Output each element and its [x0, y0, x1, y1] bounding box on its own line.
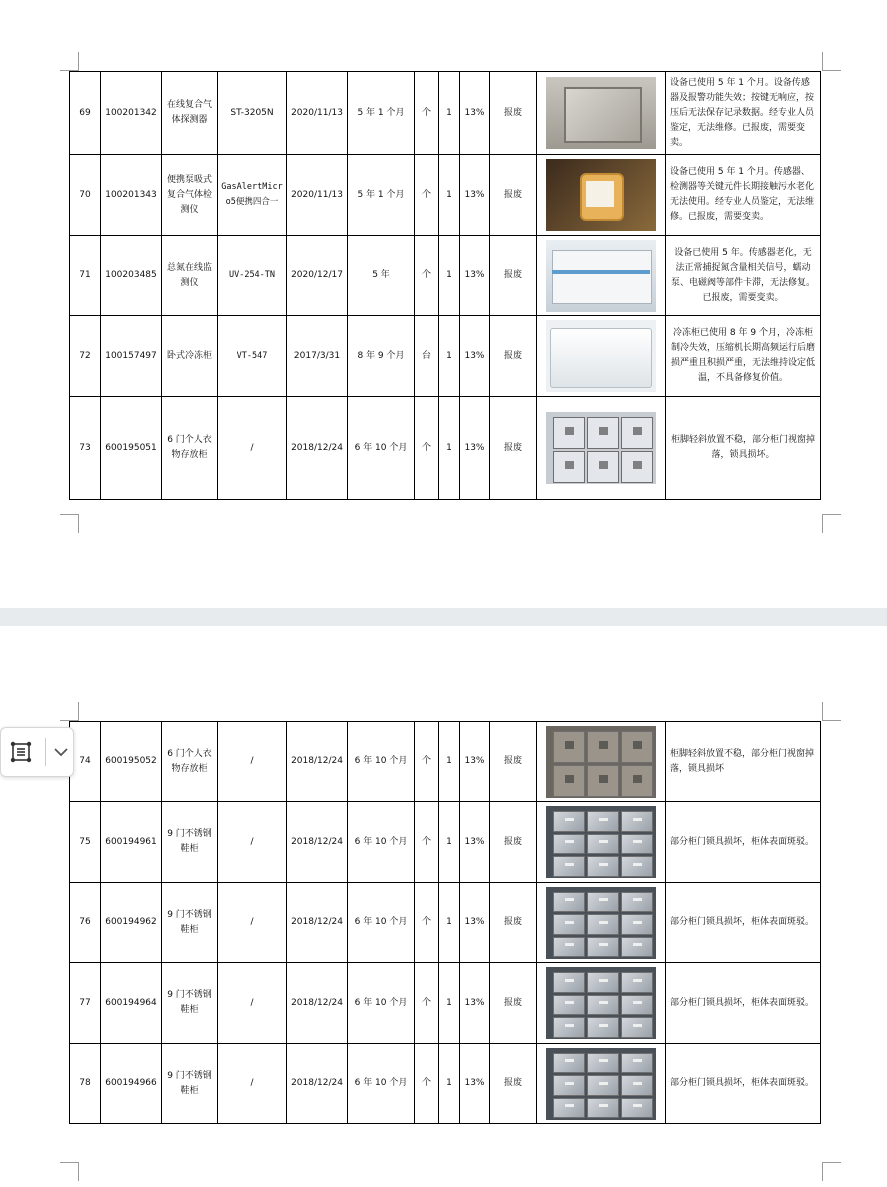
- quantity: 1: [439, 236, 460, 316]
- unit: 个: [415, 155, 439, 236]
- purchase-date: 2018/12/24: [287, 963, 348, 1044]
- page-corner-mark: [822, 1162, 841, 1181]
- years-used: 8 年 9 个月: [348, 316, 415, 397]
- disposal-reason: 柜脚轻斜放置不稳，部分柜门视窗掉落，锁具损坏。: [666, 397, 821, 500]
- tax-rate: 13%: [460, 1044, 490, 1124]
- row-number: 74: [70, 722, 101, 802]
- years-used: 6 年 10 个月: [348, 963, 415, 1044]
- status: 报废: [490, 316, 537, 397]
- asset-name: 卧式冷冻柜: [162, 316, 218, 397]
- locker-6-door-photo: [546, 412, 656, 484]
- purchase-date: 2017/3/31: [287, 316, 348, 397]
- tax-rate: 13%: [460, 722, 490, 802]
- table-row: [70, 802, 821, 883]
- asset-code: 100203485: [101, 236, 162, 316]
- asset-code: 600194964: [101, 963, 162, 1044]
- steel-shoe-cabinet-photo: [546, 967, 656, 1039]
- asset-code: 100201342: [101, 72, 162, 155]
- row-number: 76: [70, 883, 101, 963]
- chest-freezer-photo: [546, 320, 656, 392]
- years-used: 5 年 1 个月: [348, 72, 415, 155]
- status: 报废: [490, 397, 537, 500]
- table-row: [70, 883, 821, 963]
- model: /: [218, 397, 287, 500]
- quantity: 1: [439, 397, 460, 500]
- quantity: 1: [439, 963, 460, 1044]
- years-used: 6 年 10 个月: [348, 1044, 415, 1124]
- table-row: [70, 316, 821, 397]
- asset-name: 在线复合气体探测器: [162, 72, 218, 155]
- tax-rate: 13%: [460, 72, 490, 155]
- years-used: 5 年 1 个月: [348, 155, 415, 236]
- purchase-date: 2020/11/13: [287, 72, 348, 155]
- asset-code: 600194961: [101, 802, 162, 883]
- purchase-date: 2020/12/17: [287, 236, 348, 316]
- status: 报废: [490, 155, 537, 236]
- unit: 个: [415, 963, 439, 1044]
- model: UV-254-TN: [218, 236, 287, 316]
- asset-name: 9 门不锈钢鞋柜: [162, 802, 218, 883]
- asset-code: 100157497: [101, 316, 162, 397]
- page-corner-mark: [60, 1162, 79, 1181]
- steel-shoe-cabinet-photo: [546, 887, 656, 959]
- status: 报废: [490, 963, 537, 1044]
- disposal-reason: 设备已使用 5 年 1 个月。设备传感器及报警功能失效；按键无响应，按压后无法保存记录数据。经专业人员鉴定，无法维修。已报废，需要变卖。: [666, 72, 821, 155]
- model: /: [218, 802, 287, 883]
- table-row: [70, 236, 821, 316]
- unit: 个: [415, 883, 439, 963]
- asset-disposal-table-page-1: [69, 71, 821, 500]
- model: GasAlertMicro5便携四合一: [218, 155, 287, 236]
- model: /: [218, 883, 287, 963]
- quantity: 1: [439, 72, 460, 155]
- purchase-date: 2018/12/24: [287, 1044, 348, 1124]
- row-number: 70: [70, 155, 101, 236]
- status: 报废: [490, 236, 537, 316]
- tax-rate: 13%: [460, 316, 490, 397]
- asset-name: 总氮在线监测仪: [162, 236, 218, 316]
- quantity: 1: [439, 802, 460, 883]
- years-used: 6 年 10 个月: [348, 397, 415, 500]
- purchase-date: 2018/12/24: [287, 397, 348, 500]
- row-number: 69: [70, 72, 101, 155]
- status: 报废: [490, 1044, 537, 1124]
- tax-rate: 13%: [460, 236, 490, 316]
- document-page-2: [0, 626, 887, 1187]
- asset-disposal-table-page-2: [69, 721, 821, 1124]
- disposal-reason: 部分柜门锁具损坏，柜体表面斑驳。: [666, 963, 821, 1044]
- tax-rate: 13%: [460, 963, 490, 1044]
- asset-code: 600194966: [101, 1044, 162, 1124]
- years-used: 6 年 10 个月: [348, 883, 415, 963]
- table-row: [70, 722, 821, 802]
- purchase-date: 2018/12/24: [287, 722, 348, 802]
- status: 报废: [490, 883, 537, 963]
- tax-rate: 13%: [460, 155, 490, 236]
- handheld-gas-detector-photo: [546, 159, 656, 231]
- asset-code: 600195052: [101, 722, 162, 802]
- tax-rate: 13%: [460, 883, 490, 963]
- unit: 台: [415, 316, 439, 397]
- tax-rate: 13%: [460, 397, 490, 500]
- unit: 个: [415, 397, 439, 500]
- years-used: 6 年 10 个月: [348, 722, 415, 802]
- asset-name: 6 门个人衣物存放柜: [162, 722, 218, 802]
- purchase-date: 2020/11/13: [287, 155, 348, 236]
- model: /: [218, 963, 287, 1044]
- quantity: 1: [439, 155, 460, 236]
- unit: 个: [415, 802, 439, 883]
- model: /: [218, 722, 287, 802]
- unit: 个: [415, 72, 439, 155]
- toolbar-divider: [45, 738, 46, 766]
- row-number: 72: [70, 316, 101, 397]
- disposal-reason: 设备已使用 5 年。传感器老化，无法正常捕捉氮含量相关信号，蠕动泵、电磁阀等部件卡滞，无法修复。已报废，需要变卖。: [666, 236, 821, 316]
- floating-toolbar[interactable]: [0, 727, 74, 777]
- purchase-date: 2018/12/24: [287, 802, 348, 883]
- chevron-down-icon[interactable]: [51, 740, 71, 764]
- disposal-reason: 部分柜门锁具损坏，柜体表面斑驳。: [666, 883, 821, 963]
- purchase-date: 2018/12/24: [287, 883, 348, 963]
- page-corner-mark: [822, 702, 841, 721]
- steel-shoe-cabinet-photo: [546, 1048, 656, 1120]
- unit: 个: [415, 236, 439, 316]
- disposal-reason: 设备已使用 5 年 1 个月。传感器、检测器等关键元件长期接触污水老化无法使用。经专业人员鉴定，无法维修。已报废，需要变卖。: [666, 155, 821, 236]
- gas-detector-cabinet-photo: [546, 77, 656, 149]
- asset-code: 600194962: [101, 883, 162, 963]
- disposal-reason: 部分柜门锁具损坏，柜体表面斑驳。: [666, 802, 821, 883]
- nitrogen-monitor-photo: [546, 240, 656, 312]
- row-number: 78: [70, 1044, 101, 1124]
- status: 报废: [490, 722, 537, 802]
- asset-name: 便携泵吸式复合气体检测仪: [162, 155, 218, 236]
- asset-name: 9 门不锈钢鞋柜: [162, 1044, 218, 1124]
- years-used: 6 年 10 个月: [348, 802, 415, 883]
- asset-code: 100201343: [101, 155, 162, 236]
- years-used: 5 年: [348, 236, 415, 316]
- frame-select-icon[interactable]: [9, 740, 33, 764]
- quantity: 1: [439, 722, 460, 802]
- page-corner-mark: [60, 702, 79, 721]
- quantity: 1: [439, 316, 460, 397]
- tax-rate: 13%: [460, 802, 490, 883]
- locker-6-door-photo: [546, 726, 656, 798]
- row-number: 73: [70, 397, 101, 500]
- page-corner-mark: [822, 52, 841, 71]
- asset-name: 6 门个人衣物存放柜: [162, 397, 218, 500]
- page-corner-mark: [60, 514, 79, 533]
- table-row: [70, 72, 821, 155]
- model: VT-547: [218, 316, 287, 397]
- table-row: [70, 1044, 821, 1124]
- unit: 个: [415, 722, 439, 802]
- table-row: [70, 397, 821, 500]
- model: /: [218, 1044, 287, 1124]
- page-corner-mark: [60, 52, 79, 71]
- quantity: 1: [439, 883, 460, 963]
- quantity: 1: [439, 1044, 460, 1124]
- unit: 个: [415, 1044, 439, 1124]
- disposal-reason: 部分柜门锁具损坏，柜体表面斑驳。: [666, 1044, 821, 1124]
- row-number: 71: [70, 236, 101, 316]
- model: ST-3205N: [218, 72, 287, 155]
- row-number: 75: [70, 802, 101, 883]
- page-corner-mark: [822, 514, 841, 533]
- asset-name: 9 门不锈钢鞋柜: [162, 963, 218, 1044]
- status: 报废: [490, 802, 537, 883]
- asset-code: 600195051: [101, 397, 162, 500]
- asset-name: 9 门不锈钢鞋柜: [162, 883, 218, 963]
- table-row: [70, 155, 821, 236]
- table-row: [70, 963, 821, 1044]
- disposal-reason: 柜脚轻斜放置不稳，部分柜门视窗掉落，锁具损坏: [666, 722, 821, 802]
- row-number: 77: [70, 963, 101, 1044]
- status: 报废: [490, 72, 537, 155]
- steel-shoe-cabinet-photo: [546, 806, 656, 878]
- disposal-reason: 冷冻柜已使用 8 年 9 个月，冷冻柜制冷失效，压缩机长期高频运行后磨损严重且积损严重，无法维持设定低温，不具备修复价值。: [666, 316, 821, 397]
